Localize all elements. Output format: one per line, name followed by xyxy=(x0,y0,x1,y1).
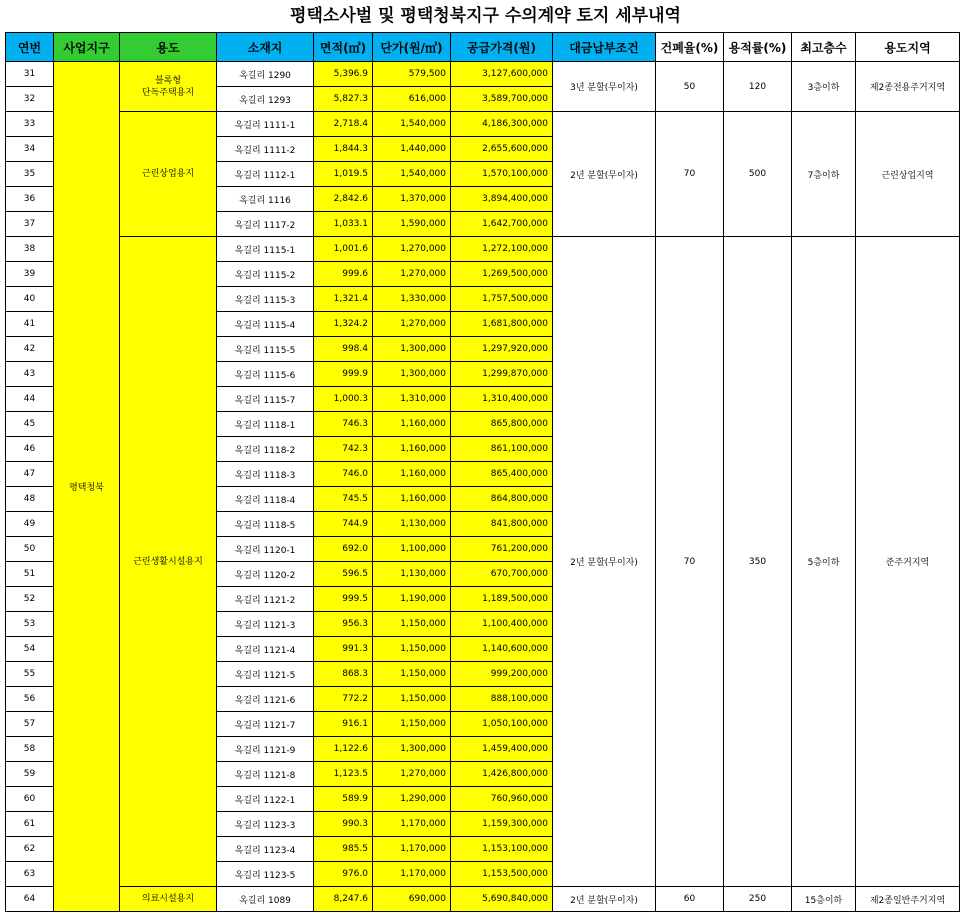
cell-no[interactable]: 57 xyxy=(6,712,54,737)
cell-no[interactable]: 48 xyxy=(6,487,54,512)
cell-unit-price[interactable]: 1,130,000 xyxy=(373,512,451,537)
cell-unit-price[interactable]: 1,100,000 xyxy=(373,537,451,562)
cell-area[interactable]: 998.4 xyxy=(314,337,373,362)
cell-location[interactable]: 옥길리 1118-4 xyxy=(217,487,314,512)
cell-floor-area[interactable]: 250 xyxy=(724,887,792,912)
cell-supply-price[interactable]: 841,800,000 xyxy=(451,512,553,537)
cell-location[interactable]: 옥길리 1115-4 xyxy=(217,312,314,337)
cell-supply-price[interactable]: 1,159,300,000 xyxy=(451,812,553,837)
cell-unit-price[interactable]: 1,270,000 xyxy=(373,262,451,287)
cell-location[interactable]: 옥길리 1123-5 xyxy=(217,862,314,887)
cell-district[interactable]: 평택청북 xyxy=(54,62,120,912)
cell-no[interactable]: 54 xyxy=(6,637,54,662)
cell-location[interactable]: 옥길리 1290 xyxy=(217,62,314,87)
cell-area[interactable]: 2,718.4 xyxy=(314,112,373,137)
cell-area[interactable]: 2,842.6 xyxy=(314,187,373,212)
header-use[interactable]: 용도 xyxy=(120,33,217,62)
cell-area[interactable]: 916.1 xyxy=(314,712,373,737)
cell-payment[interactable]: 2년 분할(무이자) xyxy=(553,887,656,912)
cell-coverage[interactable]: 70 xyxy=(656,112,724,237)
cell-unit-price[interactable]: 1,300,000 xyxy=(373,737,451,762)
cell-coverage[interactable]: 70 xyxy=(656,237,724,887)
cell-supply-price[interactable]: 1,153,500,000 xyxy=(451,862,553,887)
cell-location[interactable]: 옥길리 1293 xyxy=(217,87,314,112)
cell-no[interactable]: 34 xyxy=(6,137,54,162)
cell-unit-price[interactable]: 1,170,000 xyxy=(373,812,451,837)
cell-supply-price[interactable]: 1,189,500,000 xyxy=(451,587,553,612)
cell-unit-price[interactable]: 1,160,000 xyxy=(373,462,451,487)
cell-area[interactable]: 772.2 xyxy=(314,687,373,712)
header-supply-price[interactable]: 공급가격(원) xyxy=(451,33,553,62)
cell-supply-price[interactable]: 1,570,100,000 xyxy=(451,162,553,187)
cell-no[interactable]: 47 xyxy=(6,462,54,487)
table-row xyxy=(6,887,960,912)
cell-no[interactable]: 45 xyxy=(6,412,54,437)
cell-area[interactable]: 692.0 xyxy=(314,537,373,562)
cell-no[interactable]: 39 xyxy=(6,262,54,287)
cell-supply-price[interactable]: 1,459,400,000 xyxy=(451,737,553,762)
cell-unit-price[interactable]: 1,290,000 xyxy=(373,787,451,812)
cell-area[interactable]: 985.5 xyxy=(314,837,373,862)
cell-area[interactable]: 1,000.3 xyxy=(314,387,373,412)
header-district[interactable]: 사업지구 xyxy=(54,33,120,62)
cell-max-floors[interactable]: 5층이하 xyxy=(792,237,856,887)
cell-location[interactable]: 옥길리 1121-3 xyxy=(217,612,314,637)
header-area[interactable]: 면적(㎡) xyxy=(314,33,373,62)
cell-unit-price[interactable]: 1,270,000 xyxy=(373,237,451,262)
cell-use[interactable]: 블록형 단독주택용지 xyxy=(120,62,217,112)
cell-use[interactable]: 근린상업용지 xyxy=(120,112,217,237)
cell-location[interactable]: 옥길리 1115-5 xyxy=(217,337,314,362)
cell-no[interactable]: 37 xyxy=(6,212,54,237)
cell-unit-price[interactable]: 1,540,000 xyxy=(373,162,451,187)
cell-supply-price[interactable]: 1,681,800,000 xyxy=(451,312,553,337)
cell-area[interactable]: 990.3 xyxy=(314,812,373,837)
cell-location[interactable]: 옥길리 1089 xyxy=(217,887,314,912)
cell-unit-price[interactable]: 1,150,000 xyxy=(373,662,451,687)
cell-supply-price[interactable]: 1,272,100,000 xyxy=(451,237,553,262)
cell-area[interactable]: 8,247.6 xyxy=(314,887,373,912)
cell-unit-price[interactable]: 1,150,000 xyxy=(373,712,451,737)
header-floor-area[interactable]: 용적률(%) xyxy=(724,33,792,62)
cell-zone[interactable]: 제2종일반주거지역 xyxy=(856,887,960,912)
cell-unit-price[interactable]: 1,310,000 xyxy=(373,387,451,412)
header-no[interactable]: 연번 xyxy=(6,33,54,62)
cell-supply-price[interactable]: 761,200,000 xyxy=(451,537,553,562)
cell-area[interactable]: 1,001.6 xyxy=(314,237,373,262)
cell-area[interactable]: 1,033.1 xyxy=(314,212,373,237)
cell-area[interactable]: 1,321.4 xyxy=(314,287,373,312)
cell-location[interactable]: 옥길리 1115-1 xyxy=(217,237,314,262)
cell-unit-price[interactable]: 1,590,000 xyxy=(373,212,451,237)
cell-floor-area[interactable]: 350 xyxy=(724,237,792,887)
cell-location[interactable]: 옥길리 1123-3 xyxy=(217,812,314,837)
cell-unit-price[interactable]: 690,000 xyxy=(373,887,451,912)
cell-location[interactable]: 옥길리 1118-5 xyxy=(217,512,314,537)
cell-no[interactable]: 49 xyxy=(6,512,54,537)
cell-location[interactable]: 옥길리 1118-2 xyxy=(217,437,314,462)
cell-location[interactable]: 옥길리 1115-3 xyxy=(217,287,314,312)
cell-unit-price[interactable]: 616,000 xyxy=(373,87,451,112)
cell-no[interactable]: 40 xyxy=(6,287,54,312)
cell-location[interactable]: 옥길리 1111-2 xyxy=(217,137,314,162)
cell-area[interactable]: 1,019.5 xyxy=(314,162,373,187)
cell-area[interactable]: 746.3 xyxy=(314,412,373,437)
cell-unit-price[interactable]: 1,190,000 xyxy=(373,587,451,612)
cell-supply-price[interactable]: 861,100,000 xyxy=(451,437,553,462)
cell-no[interactable]: 35 xyxy=(6,162,54,187)
cell-supply-price[interactable]: 2,655,600,000 xyxy=(451,137,553,162)
cell-no[interactable]: 58 xyxy=(6,737,54,762)
cell-coverage[interactable]: 60 xyxy=(656,887,724,912)
cell-no[interactable]: 31 xyxy=(6,62,54,87)
cell-location[interactable]: 옥길리 1117-2 xyxy=(217,212,314,237)
cell-floor-area[interactable]: 500 xyxy=(724,112,792,237)
cell-no[interactable]: 59 xyxy=(6,762,54,787)
cell-supply-price[interactable]: 1,426,800,000 xyxy=(451,762,553,787)
cell-area[interactable]: 5,396.9 xyxy=(314,62,373,87)
cell-supply-price[interactable]: 5,690,840,000 xyxy=(451,887,553,912)
cell-unit-price[interactable]: 1,540,000 xyxy=(373,112,451,137)
cell-supply-price[interactable]: 1,299,870,000 xyxy=(451,362,553,387)
cell-area[interactable]: 999.6 xyxy=(314,262,373,287)
cell-use[interactable]: 의료시설용지 xyxy=(120,887,217,912)
header-max-floors[interactable]: 최고층수 xyxy=(792,33,856,62)
cell-payment[interactable]: 2년 분할(무이자) xyxy=(553,112,656,237)
cell-floor-area[interactable]: 120 xyxy=(724,62,792,112)
cell-area[interactable]: 596.5 xyxy=(314,562,373,587)
cell-no[interactable]: 52 xyxy=(6,587,54,612)
cell-no[interactable]: 60 xyxy=(6,787,54,812)
cell-payment[interactable]: 3년 분할(무이자) xyxy=(553,62,656,112)
cell-no[interactable]: 50 xyxy=(6,537,54,562)
cell-unit-price[interactable]: 1,150,000 xyxy=(373,687,451,712)
cell-zone[interactable]: 제2종전용주거지역 xyxy=(856,62,960,112)
cell-unit-price[interactable]: 579,500 xyxy=(373,62,451,87)
cell-location[interactable]: 옥길리 1121-7 xyxy=(217,712,314,737)
cell-no[interactable]: 38 xyxy=(6,237,54,262)
cell-no[interactable]: 56 xyxy=(6,687,54,712)
cell-location[interactable]: 옥길리 1121-6 xyxy=(217,687,314,712)
cell-supply-price[interactable]: 1,757,500,000 xyxy=(451,287,553,312)
cell-supply-price[interactable]: 1,310,400,000 xyxy=(451,387,553,412)
cell-area[interactable]: 956.3 xyxy=(314,612,373,637)
cell-no[interactable]: 42 xyxy=(6,337,54,362)
cell-no[interactable]: 62 xyxy=(6,837,54,862)
cell-location[interactable]: 옥길리 1118-1 xyxy=(217,412,314,437)
cell-supply-price[interactable]: 3,894,400,000 xyxy=(451,187,553,212)
cell-supply-price[interactable]: 1,100,400,000 xyxy=(451,612,553,637)
header-row xyxy=(6,33,960,62)
cell-zone[interactable]: 근린상업지역 xyxy=(856,112,960,237)
cell-unit-price[interactable]: 1,170,000 xyxy=(373,837,451,862)
cell-supply-price[interactable]: 865,400,000 xyxy=(451,462,553,487)
cell-max-floors[interactable]: 3층이하 xyxy=(792,62,856,112)
cell-unit-price[interactable]: 1,300,000 xyxy=(373,362,451,387)
cell-unit-price[interactable]: 1,300,000 xyxy=(373,337,451,362)
header-coverage[interactable]: 건폐율(%) xyxy=(656,33,724,62)
cell-no[interactable]: 53 xyxy=(6,612,54,637)
table-body xyxy=(6,62,960,912)
cell-area[interactable]: 745.5 xyxy=(314,487,373,512)
cell-supply-price[interactable]: 1,269,500,000 xyxy=(451,262,553,287)
cell-supply-price[interactable]: 3,589,700,000 xyxy=(451,87,553,112)
cell-location[interactable]: 옥길리 1112-1 xyxy=(217,162,314,187)
cell-unit-price[interactable]: 1,160,000 xyxy=(373,487,451,512)
cell-no[interactable]: 33 xyxy=(6,112,54,137)
cell-supply-price[interactable]: 864,800,000 xyxy=(451,487,553,512)
cell-unit-price[interactable]: 1,160,000 xyxy=(373,412,451,437)
cell-area[interactable]: 1,844.3 xyxy=(314,137,373,162)
cell-supply-price[interactable]: 888,100,000 xyxy=(451,687,553,712)
table-row xyxy=(6,62,960,87)
cell-unit-price[interactable]: 1,130,000 xyxy=(373,562,451,587)
cell-supply-price[interactable]: 1,140,600,000 xyxy=(451,637,553,662)
cell-location[interactable]: 옥길리 1120-1 xyxy=(217,537,314,562)
cell-area[interactable]: 976.0 xyxy=(314,862,373,887)
cell-no[interactable]: 32 xyxy=(6,87,54,112)
cell-no[interactable]: 51 xyxy=(6,562,54,587)
cell-unit-price[interactable]: 1,270,000 xyxy=(373,762,451,787)
cell-area[interactable]: 742.3 xyxy=(314,437,373,462)
table-row xyxy=(6,237,960,262)
cell-supply-price[interactable]: 999,200,000 xyxy=(451,662,553,687)
cell-location[interactable]: 옥길리 1121-9 xyxy=(217,737,314,762)
sheet-title: 평택소사벌 및 평택청북지구 수의계약 토지 세부내역 xyxy=(290,6,681,26)
cell-supply-price[interactable]: 1,050,100,000 xyxy=(451,712,553,737)
cell-location[interactable]: 옥길리 1121-8 xyxy=(217,762,314,787)
cell-area[interactable]: 999.5 xyxy=(314,587,373,612)
cell-use[interactable]: 근린생활시설용지 xyxy=(120,237,217,887)
cell-area[interactable]: 746.0 xyxy=(314,462,373,487)
cell-area[interactable]: 1,122.6 xyxy=(314,737,373,762)
cell-coverage[interactable]: 50 xyxy=(656,62,724,112)
cell-location[interactable]: 옥길리 1115-2 xyxy=(217,262,314,287)
cell-no[interactable]: 44 xyxy=(6,387,54,412)
cell-unit-price[interactable]: 1,160,000 xyxy=(373,437,451,462)
cell-no[interactable]: 61 xyxy=(6,812,54,837)
cell-location[interactable]: 옥길리 1122-1 xyxy=(217,787,314,812)
table-row xyxy=(6,112,960,137)
cell-supply-price[interactable]: 3,127,600,000 xyxy=(451,62,553,87)
cell-area[interactable]: 999.9 xyxy=(314,362,373,387)
cell-area[interactable]: 1,324.2 xyxy=(314,312,373,337)
cell-location[interactable]: 옥길리 1120-2 xyxy=(217,562,314,587)
cell-no[interactable]: 36 xyxy=(6,187,54,212)
cell-location[interactable]: 옥길리 1121-5 xyxy=(217,662,314,687)
cell-supply-price[interactable]: 1,642,700,000 xyxy=(451,212,553,237)
cell-zone[interactable]: 준주거지역 xyxy=(856,237,960,887)
cell-supply-price[interactable]: 760,960,000 xyxy=(451,787,553,812)
cell-supply-price[interactable]: 4,186,300,000 xyxy=(451,112,553,137)
cell-area[interactable]: 5,827.3 xyxy=(314,87,373,112)
cell-location[interactable]: 옥길리 1118-3 xyxy=(217,462,314,487)
header-payment[interactable]: 대금납부조건 xyxy=(553,33,656,62)
cell-location[interactable]: 옥길리 1121-4 xyxy=(217,637,314,662)
cell-location[interactable]: 옥길리 1115-7 xyxy=(217,387,314,412)
land-detail-table xyxy=(5,32,960,912)
cell-area[interactable]: 991.3 xyxy=(314,637,373,662)
cell-no[interactable]: 63 xyxy=(6,862,54,887)
cell-area[interactable]: 744.9 xyxy=(314,512,373,537)
cell-supply-price[interactable]: 1,153,100,000 xyxy=(451,837,553,862)
cell-unit-price[interactable]: 1,150,000 xyxy=(373,637,451,662)
cell-area[interactable]: 589.9 xyxy=(314,787,373,812)
cell-no[interactable]: 41 xyxy=(6,312,54,337)
cell-location[interactable]: 옥길리 1115-6 xyxy=(217,362,314,387)
cell-area[interactable]: 1,123.5 xyxy=(314,762,373,787)
cell-unit-price[interactable]: 1,330,000 xyxy=(373,287,451,312)
cell-no[interactable]: 64 xyxy=(6,887,54,912)
cell-unit-price[interactable]: 1,370,000 xyxy=(373,187,451,212)
cell-max-floors[interactable]: 15층이하 xyxy=(792,887,856,912)
cell-location[interactable]: 옥길리 1111-1 xyxy=(217,112,314,137)
cell-no[interactable]: 46 xyxy=(6,437,54,462)
cell-supply-price[interactable]: 670,700,000 xyxy=(451,562,553,587)
header-zone[interactable]: 용도지역 xyxy=(856,33,960,62)
cell-max-floors[interactable]: 7층이하 xyxy=(792,112,856,237)
cell-payment[interactable]: 2년 분할(무이자) xyxy=(553,237,656,887)
cell-no[interactable]: 43 xyxy=(6,362,54,387)
cell-no[interactable]: 55 xyxy=(6,662,54,687)
cell-supply-price[interactable]: 1,297,920,000 xyxy=(451,337,553,362)
cell-location[interactable]: 옥길리 1123-4 xyxy=(217,837,314,862)
cell-unit-price[interactable]: 1,170,000 xyxy=(373,862,451,887)
cell-area[interactable]: 868.3 xyxy=(314,662,373,687)
header-unit-price[interactable]: 단가(원/㎡) xyxy=(373,33,451,62)
cell-unit-price[interactable]: 1,440,000 xyxy=(373,137,451,162)
cell-unit-price[interactable]: 1,150,000 xyxy=(373,612,451,637)
cell-location[interactable]: 옥길리 1116 xyxy=(217,187,314,212)
cell-supply-price[interactable]: 865,800,000 xyxy=(451,412,553,437)
cell-location[interactable]: 옥길리 1121-2 xyxy=(217,587,314,612)
header-location[interactable]: 소재지 xyxy=(217,33,314,62)
cell-unit-price[interactable]: 1,270,000 xyxy=(373,312,451,337)
